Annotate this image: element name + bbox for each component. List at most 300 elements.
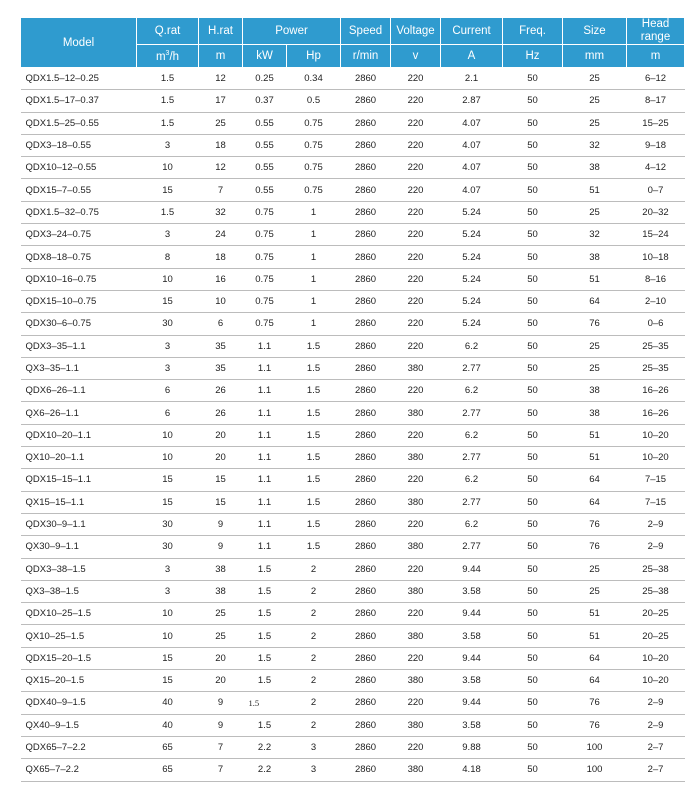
table-row xyxy=(21,714,685,736)
cell-hrat: 18 xyxy=(199,246,243,268)
cell-model: QX15–15–1.1 xyxy=(21,491,137,513)
header-qrat: Q.rat xyxy=(137,18,199,45)
cell-freq: 50 xyxy=(503,201,563,223)
cell-voltage: 220 xyxy=(391,692,441,714)
cell-kw: 0.75 xyxy=(243,201,287,223)
cell-speed: 2860 xyxy=(341,692,391,714)
cell-speed: 2860 xyxy=(341,625,391,647)
cell-speed: 2860 xyxy=(341,447,391,469)
cell-model: QDX10–16–0.75 xyxy=(21,268,137,290)
cell-speed: 2860 xyxy=(341,759,391,781)
cell-freq: 50 xyxy=(503,335,563,357)
table-row xyxy=(21,424,685,446)
cell-qrat: 3 xyxy=(137,558,199,580)
cell-hp: 1.5 xyxy=(287,357,341,379)
cell-hrat: 18 xyxy=(199,134,243,156)
cell-hp: 0.34 xyxy=(287,68,341,90)
cell-speed: 2860 xyxy=(341,112,391,134)
cell-kw: 1.5 xyxy=(243,647,287,669)
table-row xyxy=(21,625,685,647)
table-row xyxy=(21,335,685,357)
cell-voltage: 380 xyxy=(391,357,441,379)
cell-model: QX65–7–2.2 xyxy=(21,759,137,781)
cell-model: QDX15–10–0.75 xyxy=(21,290,137,312)
cell-model: QDX3–35–1.1 xyxy=(21,335,137,357)
cell-hrat: 7 xyxy=(199,759,243,781)
header-current: Current xyxy=(441,18,503,45)
cell-voltage: 220 xyxy=(391,134,441,156)
cell-kw: 1.5 xyxy=(243,625,287,647)
cell-speed: 2860 xyxy=(341,290,391,312)
cell-hrat: 20 xyxy=(199,424,243,446)
cell-hrat: 7 xyxy=(199,736,243,758)
cell-hp: 1 xyxy=(287,201,341,223)
table-row xyxy=(21,224,685,246)
cell-qrat: 3 xyxy=(137,224,199,246)
cell-hrat: 32 xyxy=(199,201,243,223)
cell-qrat: 3 xyxy=(137,335,199,357)
cell-qrat: 15 xyxy=(137,179,199,201)
cell-size: 100 xyxy=(563,736,627,758)
cell-current: 6.2 xyxy=(441,424,503,446)
cell-kw: 0.75 xyxy=(243,268,287,290)
table-row xyxy=(21,268,685,290)
cell-current: 5.24 xyxy=(441,201,503,223)
cell-qrat: 3 xyxy=(137,134,199,156)
cell-hrat: 25 xyxy=(199,625,243,647)
cell-size: 25 xyxy=(563,201,627,223)
cell-model: QX10–25–1.5 xyxy=(21,625,137,647)
cell-size: 25 xyxy=(563,335,627,357)
cell-hp: 2 xyxy=(287,670,341,692)
cell-head-range: 2–7 xyxy=(627,759,685,781)
cell-hp: 1 xyxy=(287,313,341,335)
cell-hp: 1.5 xyxy=(287,424,341,446)
cell-kw: 1.1 xyxy=(243,536,287,558)
cell-model: QDX3–38–1.5 xyxy=(21,558,137,580)
cell-speed: 2860 xyxy=(341,580,391,602)
cell-model: QX3–38–1.5 xyxy=(21,580,137,602)
cell-freq: 50 xyxy=(503,558,563,580)
cell-voltage: 220 xyxy=(391,313,441,335)
cell-freq: 50 xyxy=(503,112,563,134)
cell-hrat: 12 xyxy=(199,68,243,90)
cell-hrat: 15 xyxy=(199,491,243,513)
cell-current: 3.58 xyxy=(441,670,503,692)
cell-kw: 1.1 xyxy=(243,447,287,469)
cell-hp: 1.5 xyxy=(287,536,341,558)
cell-head-range: 16–26 xyxy=(627,402,685,424)
cell-freq: 50 xyxy=(503,580,563,602)
cell-hrat: 26 xyxy=(199,402,243,424)
cell-current: 4.18 xyxy=(441,759,503,781)
cell-size: 64 xyxy=(563,290,627,312)
cell-size: 25 xyxy=(563,68,627,90)
cell-freq: 50 xyxy=(503,536,563,558)
cell-freq: 50 xyxy=(503,469,563,491)
cell-model: QDX1.5–25–0.55 xyxy=(21,112,137,134)
cell-current: 4.07 xyxy=(441,157,503,179)
cell-voltage: 220 xyxy=(391,513,441,535)
cell-qrat: 15 xyxy=(137,647,199,669)
table-body xyxy=(21,68,685,782)
cell-head-range: 7–15 xyxy=(627,491,685,513)
cell-hrat: 9 xyxy=(199,513,243,535)
cell-head-range: 25–35 xyxy=(627,335,685,357)
cell-size: 38 xyxy=(563,157,627,179)
cell-kw: 1.1 xyxy=(243,335,287,357)
cell-hp: 2 xyxy=(287,692,341,714)
cell-voltage: 220 xyxy=(391,112,441,134)
cell-freq: 50 xyxy=(503,670,563,692)
cell-size: 51 xyxy=(563,268,627,290)
cell-voltage: 380 xyxy=(391,670,441,692)
unit-freq: Hz xyxy=(503,45,563,68)
cell-kw: 1.5 xyxy=(243,580,287,602)
table-row xyxy=(21,179,685,201)
cell-freq: 50 xyxy=(503,357,563,379)
cell-speed: 2860 xyxy=(341,134,391,156)
cell-hp: 2 xyxy=(287,647,341,669)
cell-speed: 2860 xyxy=(341,513,391,535)
cell-speed: 2860 xyxy=(341,201,391,223)
cell-size: 25 xyxy=(563,90,627,112)
cell-speed: 2860 xyxy=(341,246,391,268)
cell-freq: 50 xyxy=(503,380,563,402)
cell-freq: 50 xyxy=(503,647,563,669)
table-row xyxy=(21,380,685,402)
cell-speed: 2860 xyxy=(341,469,391,491)
unit-kw: kW xyxy=(243,45,287,68)
cell-hrat: 35 xyxy=(199,357,243,379)
cell-qrat: 6 xyxy=(137,402,199,424)
cell-hp: 1.5 xyxy=(287,447,341,469)
cell-qrat: 1.5 xyxy=(137,68,199,90)
cell-current: 9.88 xyxy=(441,736,503,758)
cell-freq: 50 xyxy=(503,179,563,201)
unit-qrat-exp: 3 xyxy=(165,49,170,57)
cell-qrat: 1.5 xyxy=(137,201,199,223)
table-row xyxy=(21,357,685,379)
cell-model: QX30–9–1.1 xyxy=(21,536,137,558)
cell-voltage: 220 xyxy=(391,558,441,580)
cell-head-range: 0–7 xyxy=(627,179,685,201)
cell-qrat: 10 xyxy=(137,625,199,647)
cell-voltage: 220 xyxy=(391,603,441,625)
cell-freq: 50 xyxy=(503,424,563,446)
cell-size: 51 xyxy=(563,603,627,625)
cell-voltage: 220 xyxy=(391,157,441,179)
unit-hrat: m xyxy=(199,45,243,68)
cell-qrat: 10 xyxy=(137,268,199,290)
cell-size: 38 xyxy=(563,402,627,424)
cell-voltage: 220 xyxy=(391,469,441,491)
table-row xyxy=(21,513,685,535)
cell-qrat: 65 xyxy=(137,759,199,781)
cell-qrat: 1.5 xyxy=(137,90,199,112)
cell-current: 2.87 xyxy=(441,90,503,112)
cell-freq: 50 xyxy=(503,313,563,335)
cell-head-range: 8–16 xyxy=(627,268,685,290)
cell-current: 6.2 xyxy=(441,335,503,357)
cell-hp: 2 xyxy=(287,714,341,736)
cell-head-range: 20–25 xyxy=(627,603,685,625)
cell-freq: 50 xyxy=(503,692,563,714)
cell-freq: 50 xyxy=(503,402,563,424)
table-row xyxy=(21,558,685,580)
cell-freq: 50 xyxy=(503,157,563,179)
table-row xyxy=(21,736,685,758)
cell-speed: 2860 xyxy=(341,424,391,446)
header-model: Model xyxy=(21,18,137,68)
unit-qrat xyxy=(137,45,199,68)
cell-size: 51 xyxy=(563,447,627,469)
cell-kw: 0.55 xyxy=(243,112,287,134)
cell-size: 38 xyxy=(563,246,627,268)
cell-speed: 2860 xyxy=(341,491,391,513)
cell-model: QDX15–15–1.1 xyxy=(21,469,137,491)
cell-model: QDX6–26–1.1 xyxy=(21,380,137,402)
cell-model: QDX30–9–1.1 xyxy=(21,513,137,535)
cell-speed: 2860 xyxy=(341,90,391,112)
cell-freq: 50 xyxy=(503,224,563,246)
unit-qrat-rest: /h xyxy=(169,50,180,63)
cell-head-range: 10–20 xyxy=(627,424,685,446)
cell-qrat: 30 xyxy=(137,313,199,335)
cell-head-range: 10–18 xyxy=(627,246,685,268)
cell-voltage: 220 xyxy=(391,380,441,402)
table-row xyxy=(21,670,685,692)
cell-current: 4.07 xyxy=(441,112,503,134)
cell-hp: 2 xyxy=(287,603,341,625)
cell-speed: 2860 xyxy=(341,335,391,357)
cell-current: 2.77 xyxy=(441,491,503,513)
cell-hp: 0.75 xyxy=(287,157,341,179)
table-row xyxy=(21,647,685,669)
cell-current: 2.77 xyxy=(441,357,503,379)
cell-kw: 0.37 xyxy=(243,90,287,112)
cell-hrat: 25 xyxy=(199,112,243,134)
header-row xyxy=(21,18,685,45)
cell-voltage: 220 xyxy=(391,201,441,223)
cell-qrat: 15 xyxy=(137,469,199,491)
cell-qrat: 10 xyxy=(137,157,199,179)
cell-kw: 0.75 xyxy=(243,290,287,312)
cell-kw: 1.1 xyxy=(243,380,287,402)
cell-kw: 0.55 xyxy=(243,134,287,156)
cell-head-range: 15–24 xyxy=(627,224,685,246)
cell-voltage: 380 xyxy=(391,714,441,736)
cell-head-range: 8–17 xyxy=(627,90,685,112)
cell-kw: 1.1 xyxy=(243,491,287,513)
cell-model: QDX3–18–0.55 xyxy=(21,134,137,156)
cell-speed: 2860 xyxy=(341,714,391,736)
cell-speed: 2860 xyxy=(341,603,391,625)
cell-model: QDX1.5–17–0.37 xyxy=(21,90,137,112)
cell-hrat: 16 xyxy=(199,268,243,290)
cell-speed: 2860 xyxy=(341,670,391,692)
cell-kw: 1.5 xyxy=(243,558,287,580)
cell-qrat: 40 xyxy=(137,692,199,714)
cell-qrat: 8 xyxy=(137,246,199,268)
table-row xyxy=(21,90,685,112)
table-row xyxy=(21,759,685,781)
cell-head-range: 0–6 xyxy=(627,313,685,335)
cell-size: 25 xyxy=(563,112,627,134)
cell-current: 3.58 xyxy=(441,714,503,736)
cell-speed: 2860 xyxy=(341,402,391,424)
table-row xyxy=(21,536,685,558)
cell-head-range: 10–20 xyxy=(627,670,685,692)
cell-voltage: 380 xyxy=(391,536,441,558)
cell-qrat: 6 xyxy=(137,380,199,402)
table-header xyxy=(21,18,685,68)
cell-kw: 0.55 xyxy=(243,157,287,179)
header-head-range: Head range xyxy=(627,18,685,45)
cell-kw: 0.75 xyxy=(243,246,287,268)
cell-qrat: 30 xyxy=(137,536,199,558)
cell-head-range: 2–9 xyxy=(627,714,685,736)
cell-voltage: 380 xyxy=(391,402,441,424)
cell-model: QDX10–12–0.55 xyxy=(21,157,137,179)
cell-head-range: 2–9 xyxy=(627,536,685,558)
cell-qrat: 1.5 xyxy=(137,112,199,134)
cell-current: 4.07 xyxy=(441,134,503,156)
cell-kw: 0.25 xyxy=(243,68,287,90)
cell-size: 76 xyxy=(563,692,627,714)
cell-freq: 50 xyxy=(503,603,563,625)
cell-head-range: 2–10 xyxy=(627,290,685,312)
cell-current: 5.24 xyxy=(441,246,503,268)
table-row xyxy=(21,313,685,335)
cell-size: 76 xyxy=(563,536,627,558)
cell-hp: 0.75 xyxy=(287,134,341,156)
cell-voltage: 380 xyxy=(391,759,441,781)
cell-model: QX6–26–1.1 xyxy=(21,402,137,424)
pump-spec-table xyxy=(20,17,685,782)
cell-qrat: 30 xyxy=(137,513,199,535)
cell-hrat: 15 xyxy=(199,469,243,491)
cell-voltage: 380 xyxy=(391,447,441,469)
header-voltage: Voltage xyxy=(391,18,441,45)
cell-qrat: 10 xyxy=(137,603,199,625)
cell-kw: 1.1 xyxy=(243,469,287,491)
cell-current: 6.2 xyxy=(441,469,503,491)
cell-hp: 3 xyxy=(287,736,341,758)
header-speed: Speed xyxy=(341,18,391,45)
cell-voltage: 220 xyxy=(391,335,441,357)
table-row xyxy=(21,402,685,424)
cell-head-range: 15–25 xyxy=(627,112,685,134)
cell-head-range: 10–20 xyxy=(627,647,685,669)
header-hrat: H.rat xyxy=(199,18,243,45)
cell-speed: 2860 xyxy=(341,268,391,290)
cell-hrat: 12 xyxy=(199,157,243,179)
cell-current: 5.24 xyxy=(441,224,503,246)
cell-speed: 2860 xyxy=(341,224,391,246)
cell-model: QDX65–7–2.2 xyxy=(21,736,137,758)
cell-current: 9.44 xyxy=(441,692,503,714)
cell-hrat: 35 xyxy=(199,335,243,357)
spec-table-container xyxy=(20,17,684,782)
cell-size: 32 xyxy=(563,134,627,156)
cell-hrat: 20 xyxy=(199,647,243,669)
cell-size: 38 xyxy=(563,380,627,402)
cell-kw: 1.5 xyxy=(243,692,287,714)
cell-kw: 1.1 xyxy=(243,513,287,535)
table-row xyxy=(21,491,685,513)
cell-size: 51 xyxy=(563,625,627,647)
cell-hp: 1.5 xyxy=(287,491,341,513)
cell-freq: 50 xyxy=(503,246,563,268)
table-row xyxy=(21,469,685,491)
cell-hrat: 7 xyxy=(199,179,243,201)
cell-voltage: 220 xyxy=(391,224,441,246)
cell-model: QDX15–7–0.55 xyxy=(21,179,137,201)
table-row xyxy=(21,290,685,312)
cell-hrat: 9 xyxy=(199,536,243,558)
cell-voltage: 220 xyxy=(391,90,441,112)
cell-model: QX40–9–1.5 xyxy=(21,714,137,736)
cell-head-range: 16–26 xyxy=(627,380,685,402)
cell-current: 9.44 xyxy=(441,603,503,625)
cell-current: 2.77 xyxy=(441,402,503,424)
cell-hrat: 20 xyxy=(199,670,243,692)
cell-speed: 2860 xyxy=(341,313,391,335)
cell-hrat: 24 xyxy=(199,224,243,246)
header-power: Power xyxy=(243,18,341,45)
cell-voltage: 220 xyxy=(391,424,441,446)
cell-current: 5.24 xyxy=(441,268,503,290)
cell-hrat: 38 xyxy=(199,558,243,580)
cell-hp: 1 xyxy=(287,290,341,312)
cell-size: 25 xyxy=(563,580,627,602)
cell-kw: 1.1 xyxy=(243,424,287,446)
cell-hp: 1.5 xyxy=(287,380,341,402)
cell-hp: 1.5 xyxy=(287,513,341,535)
cell-hp: 1.5 xyxy=(287,335,341,357)
cell-freq: 50 xyxy=(503,491,563,513)
cell-speed: 2860 xyxy=(341,68,391,90)
table-row xyxy=(21,580,685,602)
cell-size: 76 xyxy=(563,714,627,736)
cell-current: 6.2 xyxy=(441,513,503,535)
cell-size: 64 xyxy=(563,469,627,491)
cell-model: QDX10–25–1.5 xyxy=(21,603,137,625)
cell-hrat: 17 xyxy=(199,90,243,112)
cell-voltage: 380 xyxy=(391,491,441,513)
cell-model: QDX15–20–1.5 xyxy=(21,647,137,669)
cell-model: QDX40–9–1.5 xyxy=(21,692,137,714)
cell-hp: 2 xyxy=(287,558,341,580)
cell-freq: 50 xyxy=(503,625,563,647)
cell-size: 51 xyxy=(563,424,627,446)
table-row xyxy=(21,692,685,714)
cell-model: QX15–20–1.5 xyxy=(21,670,137,692)
cell-hp: 3 xyxy=(287,759,341,781)
cell-head-range: 25–35 xyxy=(627,357,685,379)
cell-current: 3.58 xyxy=(441,625,503,647)
cell-current: 5.24 xyxy=(441,313,503,335)
cell-kw: 1.5 xyxy=(243,714,287,736)
cell-model: QDX3–24–0.75 xyxy=(21,224,137,246)
cell-current: 4.07 xyxy=(441,179,503,201)
cell-speed: 2860 xyxy=(341,380,391,402)
cell-kw: 2.2 xyxy=(243,736,287,758)
cell-freq: 50 xyxy=(503,714,563,736)
cell-model: QDX1.5–32–0.75 xyxy=(21,201,137,223)
table-row xyxy=(21,157,685,179)
